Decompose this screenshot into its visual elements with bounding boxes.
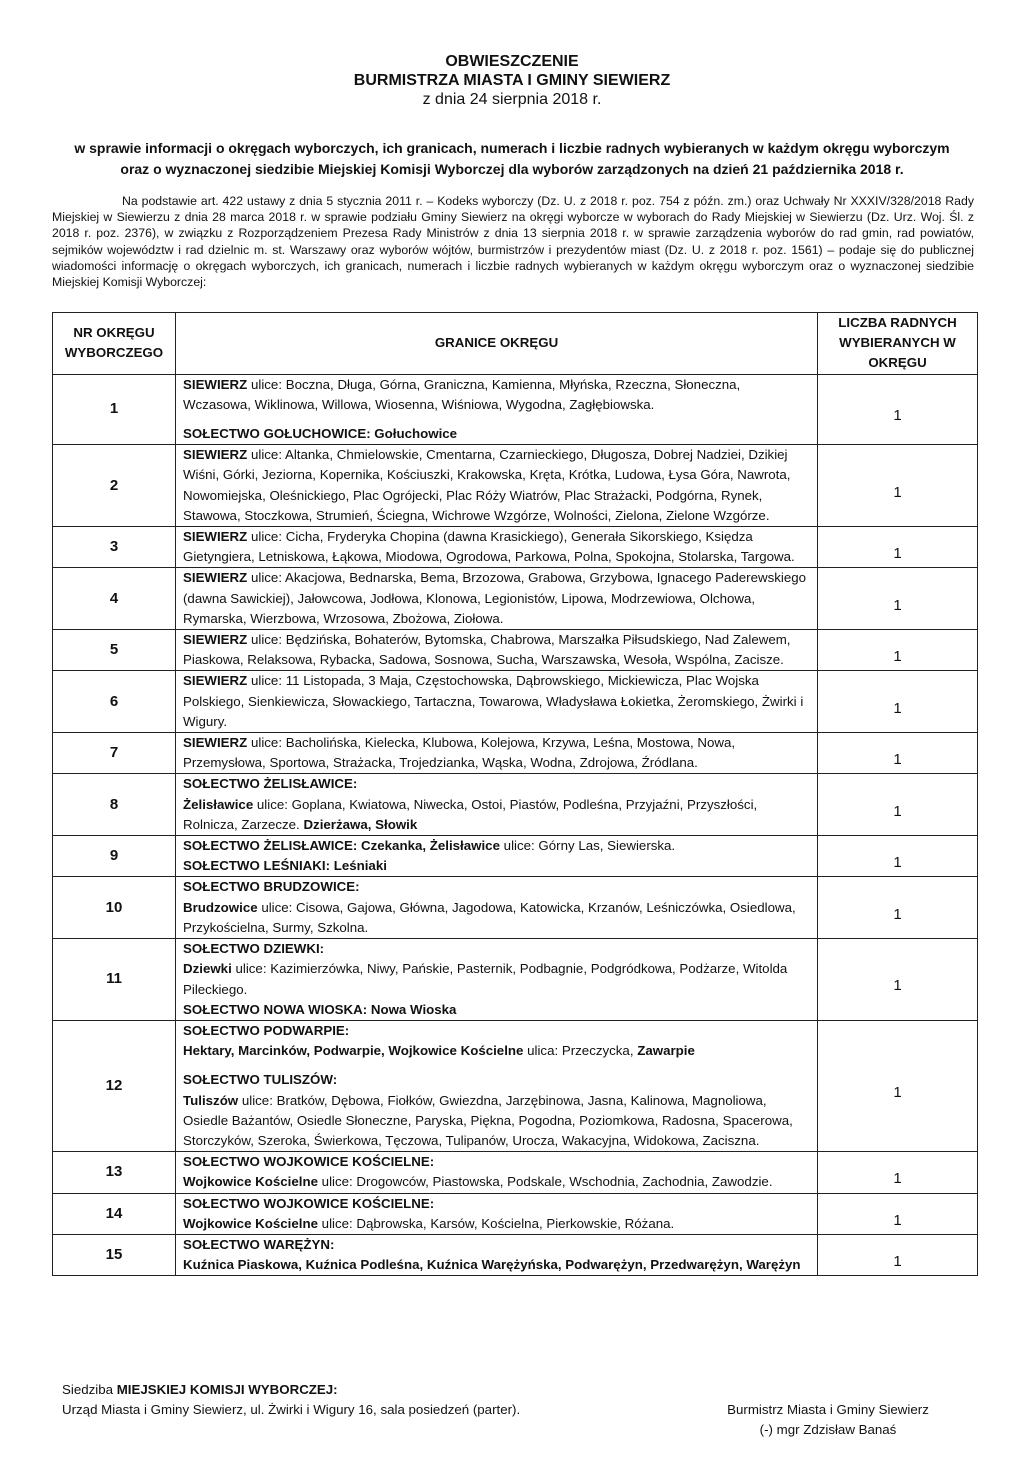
table-row	[53, 836, 978, 877]
district-number: 4	[53, 568, 176, 630]
table-row	[53, 1193, 978, 1234]
street-list: ulice: Bacholińska, Kielecka, Klubowa, Kolejowa, Krzywa, Leśna, Mostowa, Nowa, Przemysłowa, Sportowa, Strażacka, Trojedzianka, Wąska, Wodna, Zdrojowa, Źródlana.	[183, 735, 736, 771]
district-boundaries	[176, 1193, 818, 1234]
document-subject	[40, 138, 984, 180]
commission-seat-name: MIEJSKIEJ KOMISJI WYBORCZEJ:	[116, 1382, 338, 1397]
councillor-count: 1	[818, 836, 978, 877]
street-list: ulice: Altanka, Chmielowskie, Cmentarna, Czarnieckiego, Długosza, Dobrej Nadziei, Dzikiej Wiśni, Górki, Jeziorna, Kopernika, Kościuszki, Krakowska, Kręta, Krótka, Ludowa, Łysa Góra, Nawrota, Nowomiejska, Oleśnickiego, Plac Ogrójecki, Plac Róży Wiatrów, Plac Strażacki, Podgórna, Rynek, Stawowa, Stoczkowa, Strumień, Ściegna, Wichrowe Wzgórze, Wolności, Zielona, Zielone Wzgórze.	[183, 447, 791, 523]
locality-name: SOŁECTWO ŻELISŁAWICE:	[183, 776, 358, 792]
table-row	[53, 939, 978, 1021]
document-header	[0, 52, 1024, 109]
table-row	[53, 1152, 978, 1193]
locality-name: SIEWIERZ	[183, 735, 248, 751]
commission-seat-heading	[62, 1380, 520, 1400]
district-number: 2	[53, 445, 176, 527]
table-row	[53, 374, 978, 445]
councillor-count: 1	[818, 733, 978, 774]
district-number: 9	[53, 836, 176, 877]
locality-name: Dzierżawa, Słowik	[303, 816, 418, 832]
boundary-block	[183, 445, 811, 526]
boundary-block	[183, 733, 811, 773]
district-boundaries	[176, 1152, 818, 1193]
district-number: 7	[53, 733, 176, 774]
commission-seat	[62, 1380, 520, 1420]
districts-table	[52, 312, 978, 1276]
boundary-block	[183, 877, 811, 938]
street-list: ulice: Kazimierzówka, Niwy, Pańskie, Pasternik, Podbagnie, Podgródkowa, Podżarze, Witolda Pileckiego.	[183, 961, 788, 997]
councillor-count: 1	[818, 374, 978, 445]
district-boundaries	[176, 1234, 818, 1275]
table-header-row	[53, 313, 978, 375]
subject-line-1: w sprawie informacji o okręgach wyborczych, ich granicach, numerach i liczbie radnych wybieranych w każdym okręgu wyborczym	[74, 140, 950, 156]
locality-name: SOŁECTWO TULISZÓW:	[183, 1072, 338, 1088]
street-list: ulice: Górny Las, Siewierska.	[499, 838, 676, 854]
councillor-count: 1	[818, 1234, 978, 1275]
district-number: 15	[53, 1234, 176, 1275]
district-boundaries	[176, 630, 818, 671]
document-title: OBWIESZCZENIE	[445, 53, 579, 70]
district-number: 6	[53, 671, 176, 733]
district-boundaries	[176, 527, 818, 568]
boundary-block	[183, 424, 811, 444]
table-row	[53, 630, 978, 671]
signature-block	[698, 1400, 958, 1440]
commission-seat-prefix: Siedziba	[62, 1382, 117, 1397]
boundary-block	[183, 568, 811, 629]
boundary-block	[183, 1152, 811, 1192]
district-boundaries	[176, 671, 818, 733]
document-issuer: BURMISTRZA MIASTA I GMINY SIEWIERZ	[353, 72, 671, 89]
table-row	[53, 1020, 978, 1151]
table-row	[53, 671, 978, 733]
table-row	[53, 445, 978, 527]
boundary-block	[183, 1194, 811, 1234]
councillor-count: 1	[818, 939, 978, 1021]
locality-name: SOŁECTWO PODWARPIE:	[183, 1022, 350, 1038]
locality-name: SOŁECTWO WOJKOWICE KOŚCIELNE:	[183, 1154, 435, 1170]
boundary-block	[183, 939, 811, 1020]
locality-name: Żelisławice	[183, 796, 254, 812]
district-number: 1	[53, 374, 176, 445]
district-number: 8	[53, 774, 176, 836]
signer-title: Burmistrz Miasta i Gminy Siewierz	[727, 1402, 929, 1417]
districts-table-body	[53, 374, 978, 1276]
signer-name: (-) mgr Zdzisław Banaś	[759, 1422, 897, 1437]
locality-name: SIEWIERZ	[183, 632, 248, 648]
locality-name: SIEWIERZ	[183, 447, 248, 463]
legal-basis-paragraph: Na podstawie art. 422 ustawy z dnia 5 stycznia 2011 r. – Kodeks wyborczy (Dz. U. z 2018 r. poz. 754 z późn. zm.) oraz Uchwały Nr XXXIV/328/2018 Rady Miejskiej w Siewierzu z dnia 28 marca 2018 r. w sprawie podziału Gminy Siewierz na okręgi wyborcze w wyborach do Rady Miejskiej w Siewierzu (Dz. Urz. Woj. Śl. z 2018 r. poz. 2376), w związku z Rozporządzeniem Prezesa Rady Ministrów z dnia 13 sierpnia 2018 r. w sprawie zarządzenia wyborów do rad gmin, rad powiatów, sejmików województw i rad dzielnic m. st. Warszawy oraz wyborów wójtów, burmistrzów i prezydentów miast (Dz. U. z 2018 r. poz. 1561) – podaje się do publicznej wiadomości informację o okręgach wyborczych, ich granicach, numerach i liczbie radnych wybieranych w każdym okręgu wyborczym oraz o wyznaczonej siedzibie Miejskiej Komisji Wyborczej:	[52, 194, 974, 290]
locality-name: Tuliszów	[183, 1092, 239, 1108]
district-boundaries	[176, 445, 818, 527]
street-list: ulice: Akacjowa, Bednarska, Bema, Brzozowa, Grabowa, Grzybowa, Ignacego Paderewskiego (dawna Sawickiej), Jałowcowa, Jodłowa, Klonowa, Legionistów, Lipowa, Modrzewiowa, Olchowa, Rymarska, Wierzbowa, Wrzosowa, Zbożowa, Ziołowa.	[183, 570, 807, 626]
boundary-block	[183, 774, 811, 835]
district-boundaries	[176, 568, 818, 630]
locality-name: SOŁECTWO WARĘŻYN:	[183, 1236, 335, 1252]
district-number: 3	[53, 527, 176, 568]
street-list: ulice: Będzińska, Bohaterów, Bytomska, Chabrowa, Marszałka Piłsudskiego, Nad Zalewem, Piaskowa, Relaksowa, Rybacka, Sadowa, Sosnowa, Sucha, Warszawska, Wesoła, Wspólna, Zacisze.	[183, 632, 791, 668]
street-list: ulice: 11 Listopada, 3 Maja, Częstochowska, Dąbrowskiego, Mickiewicza, Plac Wojska Polskiego, Sienkiewicza, Słowackiego, Tartaczna, Towarowa, Władysława Łokietka, Żeromskiego, Żwirki i Wigury.	[183, 673, 804, 729]
locality-name: SOŁECTWO WOJKOWICE KOŚCIELNE:	[183, 1195, 435, 1211]
district-boundaries	[176, 374, 818, 445]
locality-name: Hektary, Marcinków, Podwarpie, Wojkowice Kościelne	[183, 1043, 524, 1059]
district-number: 13	[53, 1152, 176, 1193]
locality-name: Wojkowice Kościelne	[183, 1174, 318, 1190]
subject-line-2: oraz o wyznaczonej siedzibie Miejskiej Komisji Wyborczej dla wyborów zarządzonych na dzień 21 października 2018 r.	[120, 161, 904, 177]
locality-name: SIEWIERZ	[183, 673, 248, 689]
locality-name: Brudzowice	[183, 899, 258, 915]
street-list: ulice: Cicha, Fryderyka Chopina (dawna Krasickiego), Generała Sikorskiego, Księdza Gietyngiera, Letniskowa, Łąkowa, Miodowa, Ogrodowa, Parkowa, Polna, Spokojna, Stolarska, Targowa.	[183, 529, 795, 565]
district-boundaries	[176, 733, 818, 774]
header-councillor-count: LICZBA RADNYCH WYBIERANYCH W OKRĘGU	[818, 313, 978, 375]
locality-name: SOŁECTWO GOŁUCHOWICE: Gołuchowice	[183, 426, 458, 442]
header-district-number: NR OKRĘGU WYBORCZEGO	[53, 313, 176, 375]
locality-name: Zawarpie	[637, 1043, 695, 1059]
district-number: 10	[53, 877, 176, 939]
document-date: z dnia 24 sierpnia 2018 r.	[422, 91, 602, 108]
street-list: ulice: Goplana, Kwiatowa, Niwecka, Ostoi, Piastów, Podleśna, Przyjaźni, Przyszłości, Rolnicza, Zarzecze.	[183, 796, 758, 832]
street-list: ulice: Cisowa, Gajowa, Główna, Jagodowa, Katowicka, Krzanów, Leśniczówka, Osiedlowa, Przykościelna, Surmy, Szkolna.	[183, 899, 796, 935]
councillor-count: 1	[818, 630, 978, 671]
councillor-count: 1	[818, 671, 978, 733]
table-row	[53, 774, 978, 836]
locality-name: SIEWIERZ	[183, 529, 248, 545]
locality-name: SOŁECTWO LEŚNIAKI: Leśniaki	[183, 858, 387, 874]
street-list: ulice: Bratków, Dębowa, Fiołków, Gwiezdna, Jarzębinowa, Jasna, Kalinowa, Magnoliowa, Osiedle Bażantów, Osiedle Słoneczne, Paryska, Piękna, Pogodna, Poziomkowa, Radosna, Spacerowa, Storczyków, Szeroka, Świerkowa, Tęczowa, Tulipanów, Urocza, Wakacyjna, Widokowa, Zaciszna.	[183, 1092, 793, 1148]
councillor-count: 1	[818, 1152, 978, 1193]
boundary-block	[183, 630, 811, 670]
councillor-count: 1	[818, 774, 978, 836]
district-number: 5	[53, 630, 176, 671]
commission-seat-address: Urząd Miasta i Gminy Siewierz, ul. Żwirki i Wigury 16, sala posiedzeń (parter).	[62, 1402, 521, 1417]
table-row	[53, 527, 978, 568]
councillor-count: 1	[818, 877, 978, 939]
locality-name: SOŁECTWO NOWA WIOSKA: Nowa Wioska	[183, 1001, 457, 1017]
locality-name: SIEWIERZ	[183, 376, 248, 392]
district-boundaries	[176, 877, 818, 939]
locality-name: SOŁECTWO ŻELISŁAWICE: Czekanka, Żelisławice	[183, 838, 500, 854]
table-row	[53, 877, 978, 939]
table-row	[53, 568, 978, 630]
boundary-block	[183, 671, 811, 732]
boundary-block	[183, 375, 811, 415]
locality-name: Dziewki	[183, 961, 232, 977]
locality-name: Kuźnica Piaskowa, Kuźnica Podleśna, Kuźnica Warężyńska, Podwarężyn, Przedwarężyn, Warężyn	[183, 1257, 801, 1273]
boundary-block	[183, 1235, 811, 1275]
locality-name: SOŁECTWO BRUDZOWICE:	[183, 879, 360, 895]
councillor-count: 1	[818, 1193, 978, 1234]
boundary-block	[183, 1021, 811, 1061]
header-district-boundaries: GRANICE OKRĘGU	[176, 313, 818, 375]
street-list: ulica: Przeczycka,	[523, 1043, 638, 1059]
councillor-count: 1	[818, 1020, 978, 1151]
locality-name: Wojkowice Kościelne	[183, 1215, 318, 1231]
district-number: 11	[53, 939, 176, 1021]
boundary-block	[183, 527, 811, 567]
block-gap	[183, 415, 811, 424]
boundary-block	[183, 836, 811, 876]
district-boundaries	[176, 836, 818, 877]
district-boundaries	[176, 939, 818, 1021]
street-list: ulice: Boczna, Długa, Górna, Graniczna, Kamienna, Młyńska, Rzeczna, Słoneczna, Wczasowa, Wiklinowa, Willowa, Wiosenna, Wiśniowa, Wygodna, Zagłębiowska.	[183, 376, 741, 412]
councillor-count: 1	[818, 568, 978, 630]
table-row	[53, 1234, 978, 1275]
district-boundaries	[176, 774, 818, 836]
table-row	[53, 733, 978, 774]
street-list: ulice: Dąbrowska, Karsów, Kościelna, Pierkowskie, Różana.	[317, 1215, 675, 1231]
councillor-count: 1	[818, 445, 978, 527]
block-gap	[183, 1061, 811, 1070]
boundary-block	[183, 1070, 811, 1151]
district-number: 14	[53, 1193, 176, 1234]
locality-name: SIEWIERZ	[183, 570, 248, 586]
councillor-count: 1	[818, 527, 978, 568]
locality-name: SOŁECTWO DZIEWKI:	[183, 941, 325, 957]
district-boundaries	[176, 1020, 818, 1151]
district-number: 12	[53, 1020, 176, 1151]
street-list: ulice: Drogowców, Piastowska, Podskale, Wschodnia, Zachodnia, Zawodzie.	[317, 1174, 773, 1190]
